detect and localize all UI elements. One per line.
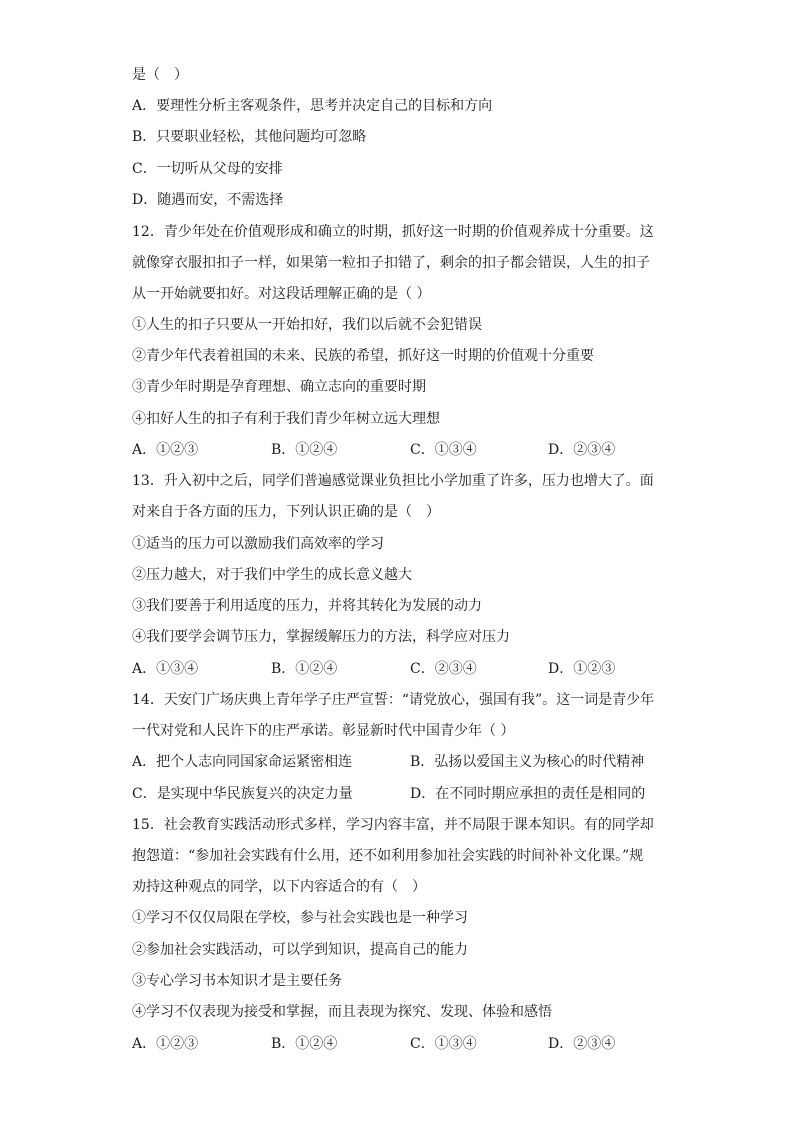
q14-stem-line-1: 14．天安门广场庆典上青年学子庄严宣誓：“请党放心，强国有我”。这一词是青少年	[132, 692, 655, 708]
q12-option-a: A．①②③	[132, 442, 199, 458]
q15-stem-line-1: 15．社会教育实践活动形式多样，学习内容丰富，并不局限于课本知识。有的同学却	[132, 817, 654, 833]
q14-stem-line-2: 一代对党和人民许下的庄严承诺。彰显新时代中国青少年（ ）	[132, 723, 515, 739]
q13-statement-1: ①适当的压力可以激励我们高效率的学习	[132, 536, 384, 552]
q11-option-b: B．只要职业轻松，其他问题均可忽略	[132, 129, 367, 145]
q15-option-a: A．①②③	[132, 1036, 199, 1052]
q14-option-a: A．把个人志向同国家命运紧密相连	[132, 754, 353, 770]
q15-statement-3: ③专心学习书本知识才是主要任务	[132, 973, 342, 989]
q12-option-b: B．①②④	[271, 442, 338, 458]
q11-option-d: D．随遇而安，不需选择	[132, 192, 284, 208]
q15-option-c: C．①③④	[410, 1036, 477, 1052]
q13-statement-2: ②压力越大，对于我们中学生的成长意义越大	[132, 567, 412, 583]
q12-statement-3: ③青少年时期是孕育理想、确立志向的重要时期	[132, 379, 426, 395]
q15-statement-4: ④学习不仅表现为接受和掌握，而且表现为探究、发现、体验和感悟	[132, 1004, 552, 1020]
q12-stem-line-1: 12．青少年处在价值观形成和确立的时期，抓好这一时期的价值观养成十分重要。这	[132, 224, 654, 240]
q13-option-b: B．①②④	[271, 661, 338, 677]
q15-stem-line-2: 抱怨道：“参加社会实践有什么用，还不如利用参加社会实践的时间补补文化课。”规	[132, 848, 644, 864]
q12-statement-2: ②青少年代表着祖国的未来、民族的希望，抓好这一时期的价值观十分重要	[132, 348, 594, 364]
q15-option-d: D．②③④	[548, 1036, 616, 1052]
q12-option-c: C．①③④	[410, 442, 477, 458]
q14-option-c: C．是实现中华民族复兴的决定力量	[132, 786, 353, 802]
q15-statement-2: ②参加社会实践活动，可以学到知识，提高自己的能力	[132, 942, 468, 958]
q15-option-b: B．①②④	[271, 1036, 338, 1052]
q12-statement-4: ④扣好人生的扣子有利于我们青少年树立远大理想	[132, 411, 440, 427]
q14-option-b: B．弘扬以爱国主义为核心的时代精神	[410, 754, 645, 770]
q13-stem-line-1: 13．升入初中之后，同学们普遍感觉课业负担比小学加重了许多，压力也增大了。面	[132, 473, 654, 489]
q13-statement-3: ③我们要善于利用适度的压力，并将其转化为发展的动力	[132, 598, 482, 614]
q15-stem-line-3: 劝持这种观点的同学，以下内容适合的有（ ）	[132, 879, 426, 895]
q13-statement-4: ④我们要学会调节压力，掌握缓解压力的方法，科学应对压力	[132, 629, 510, 645]
q14-option-d: D．在不同时期应承担的责任是相同的	[410, 786, 646, 802]
q12-statement-1: ①人生的扣子只要从一开始扣好，我们以后就不会犯错误	[132, 317, 482, 333]
q12-option-d: D．②③④	[548, 442, 616, 458]
q12-stem-line-2: 就像穿衣服扣扣子一样，如果第一粒扣子扣错了，剩余的扣子都会错误，人生的扣子	[132, 255, 650, 271]
q11-stem-tail: 是（ ）	[132, 67, 188, 83]
q12-stem-line-3: 从一开始就要扣好。对这段话理解正确的是（ ）	[132, 286, 431, 302]
q13-stem-line-2: 对来自于各方面的压力，下列认识正确的是（ ）	[132, 504, 440, 520]
q13-option-d: D．①②③	[548, 661, 616, 677]
q11-option-c: C．一切听从父母的安排	[132, 161, 283, 177]
q13-option-c: C．②③④	[410, 661, 477, 677]
q11-option-a: A．要理性分析主客观条件，思考并决定自己的目标和方向	[132, 98, 493, 114]
q15-statement-1: ①学习不仅仅局限在学校，参与社会实践也是一种学习	[132, 910, 468, 926]
q13-option-a: A．①③④	[132, 661, 199, 677]
